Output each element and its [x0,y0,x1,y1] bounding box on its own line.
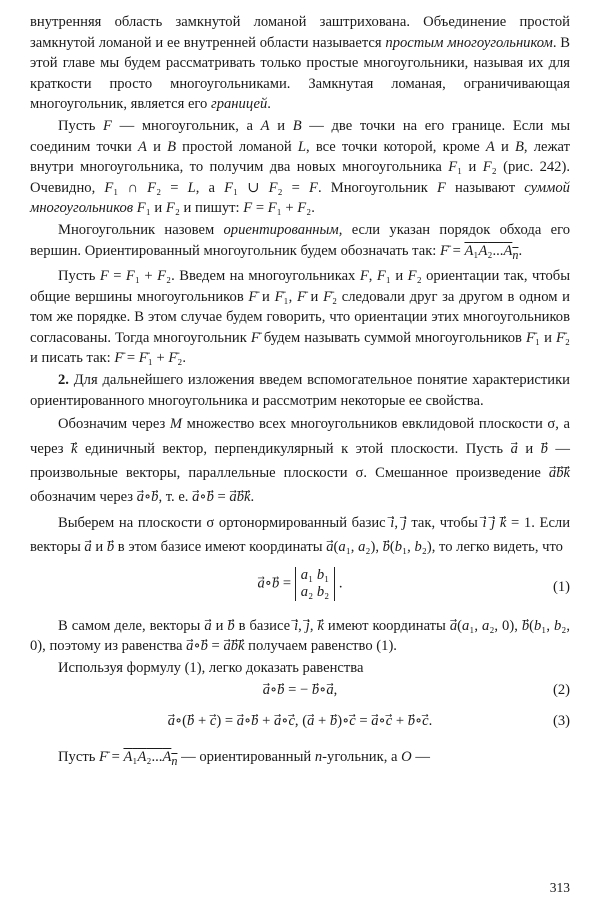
paragraph-consistent-orientation: Пусть F = F₁ + F₂. Введем на многоугольниках F, F₁ и F₂ ориентации так, чтобы общие вершины многоугольников F̄ и F̄₁, F̄ и F̄₂ следовали друг за другом в одном и том же порядке. В этом случае будем говорить, что ориентации этих многоугольников согласованы. Тогда многоугольник F̄ будем называть суммой многоугольников F̄₁ и F̄₂ и писать так: F̄ = F̄₁ + F̄₂. [30,268,571,367]
page-text [30,12,570,772]
formula-2: a⃗∘b⃗ = − b⃗∘a⃗, (2) [262,682,570,699]
paragraph-n-gon: Пусть F̄ = $A_1A_2...A_n$ — ориентированный n-угольник, а O — [58,749,430,769]
formula-3: a⃗∘(b⃗ + c⃗) = a⃗∘b⃗ + a⃗∘c⃗, (a⃗ + b⃗)∘c⃗ = a⃗∘c⃗ + b⃗∘c⃗. (3) [167,713,570,730]
paragraph-mixed-product: Обозначим через M множество всех многоугольников евклидовой плоскости σ, а через k⃗ единичный вектор, перпендикулярный к этой плоскости. Пусть a⃗ и b⃗ — произвольные векторы, параллельные плоскости σ. Смешанное произведение abk обозначим через a⃗∘b⃗, т. е. a⃗∘b⃗ = abk⃗. [30,416,571,506]
page-number: 313 [549,880,570,895]
paragraph-basis: Выберем на плоскости σ ортонормированный базис i⃗, j⃗ так, чтобы i⃗ j⃗ k⃗ = 1. Если векторы a⃗ и b⃗ в этом базисе имеют координаты a⃗(a₁, a₂), b⃗(b₁, b₂), то легко видеть, что [30,514,571,556]
paragraph-oriented-polygon: Многоугольник назовем ориентированным, если указан порядок обхода его вершин. Ориентированный многоугольник будем обозначать так: F̄ = $A_1A_2...A_n$. [30,221,571,262]
paragraph-polygon-definition: внутренняя область замкнутой ломаной заштрихована. Объединение простой замкнутой ломаной и ее внутренней области называется простым многоугольником. В этой главе мы будем рассматривать только простые многоугольники, называя их для краткости просто многоугольниками. Замкнутая ломаная, ограничивающая многоугольник, является его границей. [30,14,570,113]
paragraph-using-formula: Используя формулу (1), легко доказать равенства [58,659,364,676]
paragraph-section-2: 2. Для дальнейшего изложения введем вспомогательное понятие характеристики ориентированного многоугольника и рассмотрим некоторые ее свойства. [30,372,570,409]
paragraph-polygon-sum: Пусть F — многоугольник, а A и B — две точки на его границе. Если мы соединим точки A и B простой ломаной L, все точки которой, кроме A и B, лежат внутри многоугольника, то получим два новых многоугольника F₁ и F₂ (рис. 242). Очевидно, F₁ ∩ F₂ = L, а F₁ ∪ F₂ = F. Многоугольник F называют суммой многоугольников F₁ и F₂ и пишут: F = F₁ + F₂. [30,117,571,217]
paragraph-proof: В самом деле, векторы a⃗ и b⃗ в базисе i⃗, j⃗, k⃗ имеют координаты a⃗(a₁, a₂, 0), b⃗(b₁, b₂, 0), поэтому из равенства a⃗∘b⃗ = abk⃗ получаем равенство (1). [30,617,571,655]
formula-1: a⃗∘b⃗ = a₁ b₁ a₂ b₂ . (1) [257,566,570,600]
